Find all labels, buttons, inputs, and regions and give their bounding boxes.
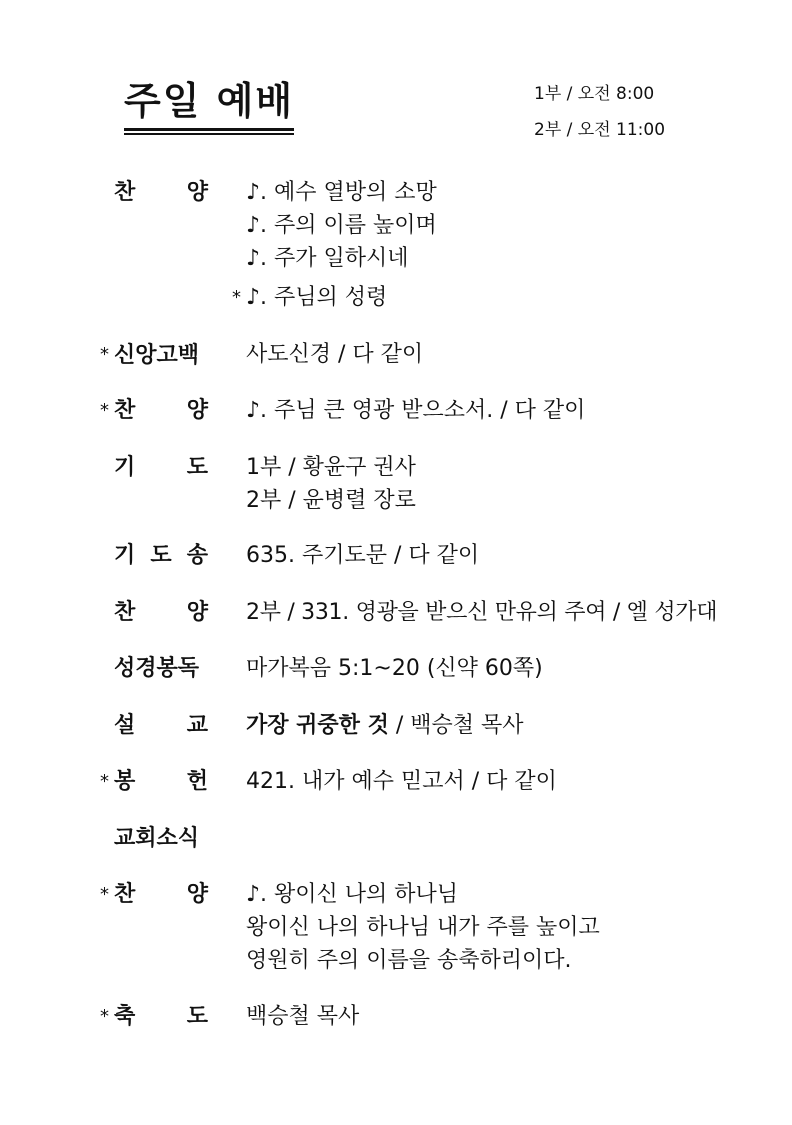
- section-label: [100, 596, 218, 629]
- star-mark: *: [100, 1006, 109, 1027]
- section-content: 사도신경 / 다 같이: [246, 342, 424, 367]
- hymn-line: ♪. 주의 이름 높이며: [246, 213, 437, 238]
- section-content: 635. 주기도문 / 다 같이: [246, 543, 480, 568]
- title-underline: [124, 128, 294, 131]
- label-char: 기: [114, 543, 136, 568]
- label-text: 신앙고백: [114, 343, 200, 368]
- section-content: 2부 / 331. 영광을 받으신 만유의 주여 / 엘 성가대: [246, 600, 718, 625]
- section-label: [100, 451, 218, 484]
- label-char: 찬: [114, 180, 136, 205]
- label-char: 찬: [114, 600, 136, 625]
- section-label: [100, 338, 218, 372]
- label-char: 축: [114, 1004, 136, 1029]
- section-label: [100, 709, 218, 742]
- label-text: 교회소식: [114, 826, 200, 851]
- label-char: 송: [186, 543, 208, 568]
- label-char: 헌: [186, 769, 208, 794]
- section-content: 421. 내가 예수 믿고서 / 다 같이: [246, 769, 557, 794]
- hymn-line: ♪. 왕이신 나의 하나님: [246, 882, 459, 907]
- star-mark: *: [100, 344, 109, 365]
- section-label: [100, 1000, 218, 1034]
- hymn-line: 영원히 주의 이름을 송축하리이다.: [246, 948, 572, 973]
- section-label: [100, 652, 218, 685]
- star-mark: *: [100, 400, 109, 421]
- section-label: [100, 176, 218, 209]
- section-label: [100, 878, 218, 912]
- section-content: ♪. 주님 큰 영광 받으소서. / 다 같이: [246, 398, 586, 423]
- label-char: 설: [114, 713, 136, 738]
- label-char: 양: [186, 180, 208, 205]
- label-char: 양: [186, 600, 208, 625]
- hymn-line: 왕이신 나의 하나님 내가 주를 높이고: [246, 915, 600, 940]
- label-char: 찬: [114, 398, 136, 423]
- section-content: [246, 451, 416, 517]
- sermon-preacher: / 백승철 목사: [388, 713, 524, 738]
- page-title: 주일 예배: [124, 79, 295, 123]
- service-time-1: 1부 / 오전 8:00: [534, 84, 655, 104]
- hymn-line: ♪. 예수 열방의 소망: [246, 180, 437, 205]
- label-char: 기: [114, 455, 136, 480]
- section-content: [246, 709, 524, 742]
- section-label: [100, 394, 218, 428]
- hymn-line: ♪. 주님의 성령: [246, 285, 388, 310]
- section-content: 백승철 목사: [246, 1004, 360, 1029]
- label-char: 도: [150, 543, 172, 568]
- hymn-line: ♪. 주가 일하시네: [246, 246, 409, 271]
- title-underline-second: [124, 133, 294, 135]
- prayer-line: 2부 / 윤병렬 장로: [246, 488, 416, 513]
- service-times: [534, 76, 665, 148]
- label-char: 도: [186, 1004, 208, 1029]
- label-char: 도: [186, 455, 208, 480]
- label-text: 성경봉독: [114, 656, 200, 681]
- label-char: 양: [186, 398, 208, 423]
- service-time-2: 2부 / 오전 11:00: [534, 120, 666, 140]
- section-label: [100, 539, 218, 572]
- star-mark: *: [232, 287, 241, 308]
- section-content: [246, 878, 600, 977]
- section-content: [232, 176, 437, 314]
- label-char: 교: [186, 713, 208, 738]
- label-char: 양: [186, 882, 208, 907]
- star-mark: *: [100, 771, 109, 792]
- section-label: [100, 822, 218, 855]
- section-content: 마가복음 5:1~20 (신약 60쪽): [246, 656, 543, 681]
- sermon-title: 가장 귀중한 것: [246, 713, 389, 738]
- star-mark: *: [100, 884, 109, 905]
- label-char: 봉: [114, 769, 136, 794]
- label-char: 찬: [114, 882, 136, 907]
- section-label: [100, 765, 218, 799]
- prayer-line: 1부 / 황윤구 권사: [246, 455, 416, 480]
